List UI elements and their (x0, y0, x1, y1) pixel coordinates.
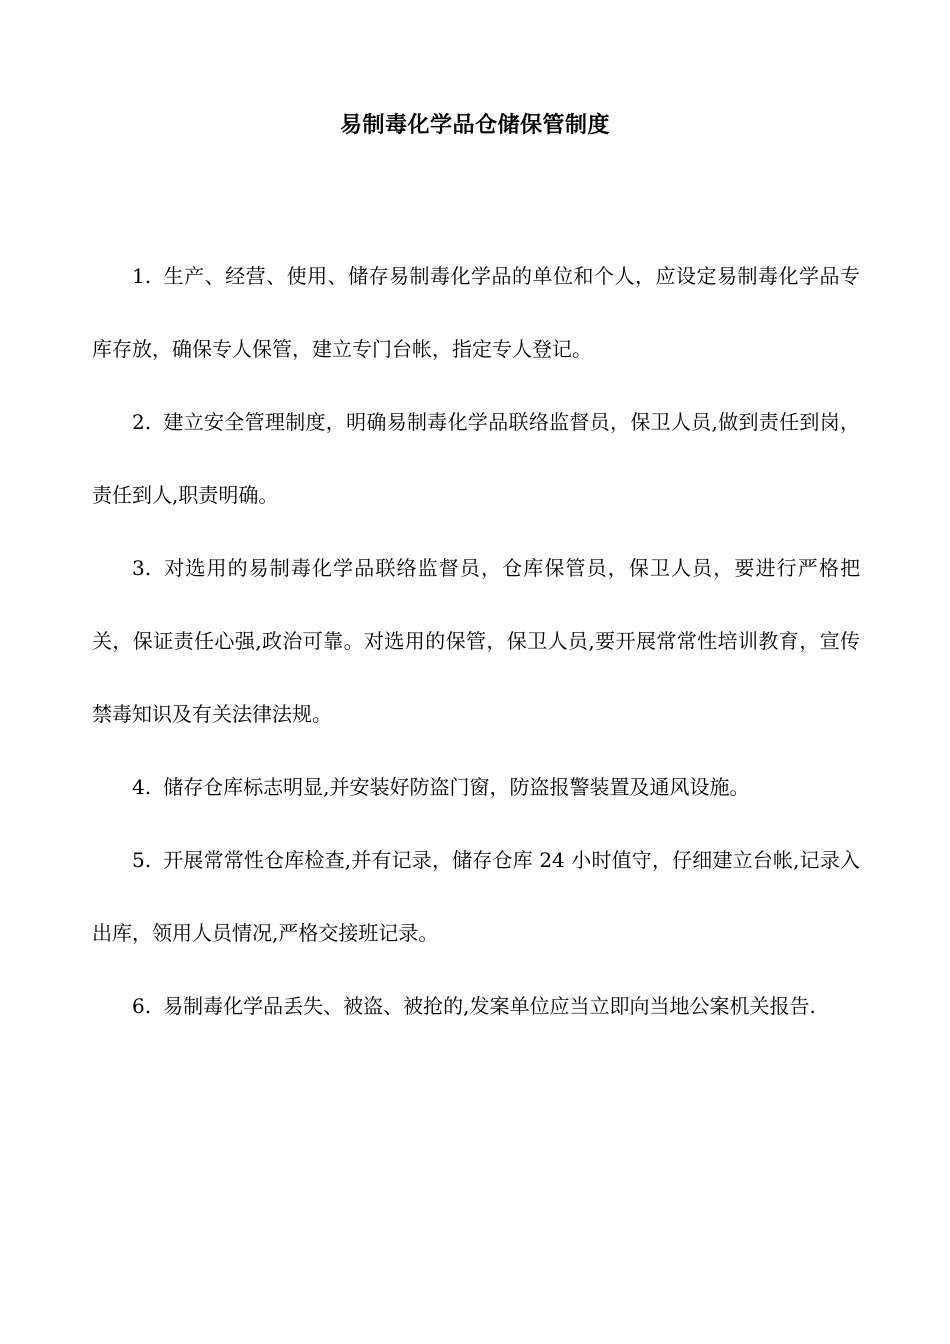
paragraph-text: 建立安全管理制度，明确易制毒化学品联络监督员，保卫人员,做到责任到岗，责任到人,职责明确。 (92, 410, 860, 507)
paragraph-text: 储存仓库标志明显,并安装好防盗门窗，防盗报警装置及通风设施。 (163, 775, 750, 799)
paragraph-text: 对选用的易制毒化学品联络监督员，仓库保管员，保卫人员，要进行严格把关，保证责任心强,政治可靠。对选用的保管，保卫人员,要开展常常性培训教育，宣传禁毒知识及有关法律法规。 (92, 556, 860, 726)
paragraph-number: 2. (132, 410, 152, 434)
document-title: 易制毒化学品仓储保管制度 (339, 112, 610, 138)
paragraph-5 (92, 824, 860, 970)
paragraph-number: 1. (132, 264, 152, 288)
paragraph-text: 生产、经营、使用、储存易制毒化学品的单位和个人，应设定易制毒化学品专库存放，确保专人保管，建立专门台帐，指定专人登记。 (92, 264, 860, 361)
paragraph-1 (92, 240, 860, 386)
paragraph-3 (92, 532, 860, 751)
paragraph-number: 6. (132, 994, 152, 1018)
paragraph-4 (92, 751, 860, 824)
paragraph-number: 4. (132, 775, 152, 799)
paragraph-number: 5. (132, 848, 152, 872)
paragraph-6 (92, 970, 860, 1043)
document-body (92, 240, 860, 1043)
paragraph-text: 易制毒化学品丢失、被盗、被抢的,发案单位应当立即向当地公案机关报告. (163, 994, 816, 1018)
paragraph-2 (92, 386, 860, 532)
paragraph-number: 3. (132, 556, 152, 580)
paragraph-text: 开展常常性仓库检查,并有记录，储存仓库 24 小时值守，仔细建立台帐,记录入出库，领用人员情况,严格交接班记录。 (92, 848, 860, 945)
